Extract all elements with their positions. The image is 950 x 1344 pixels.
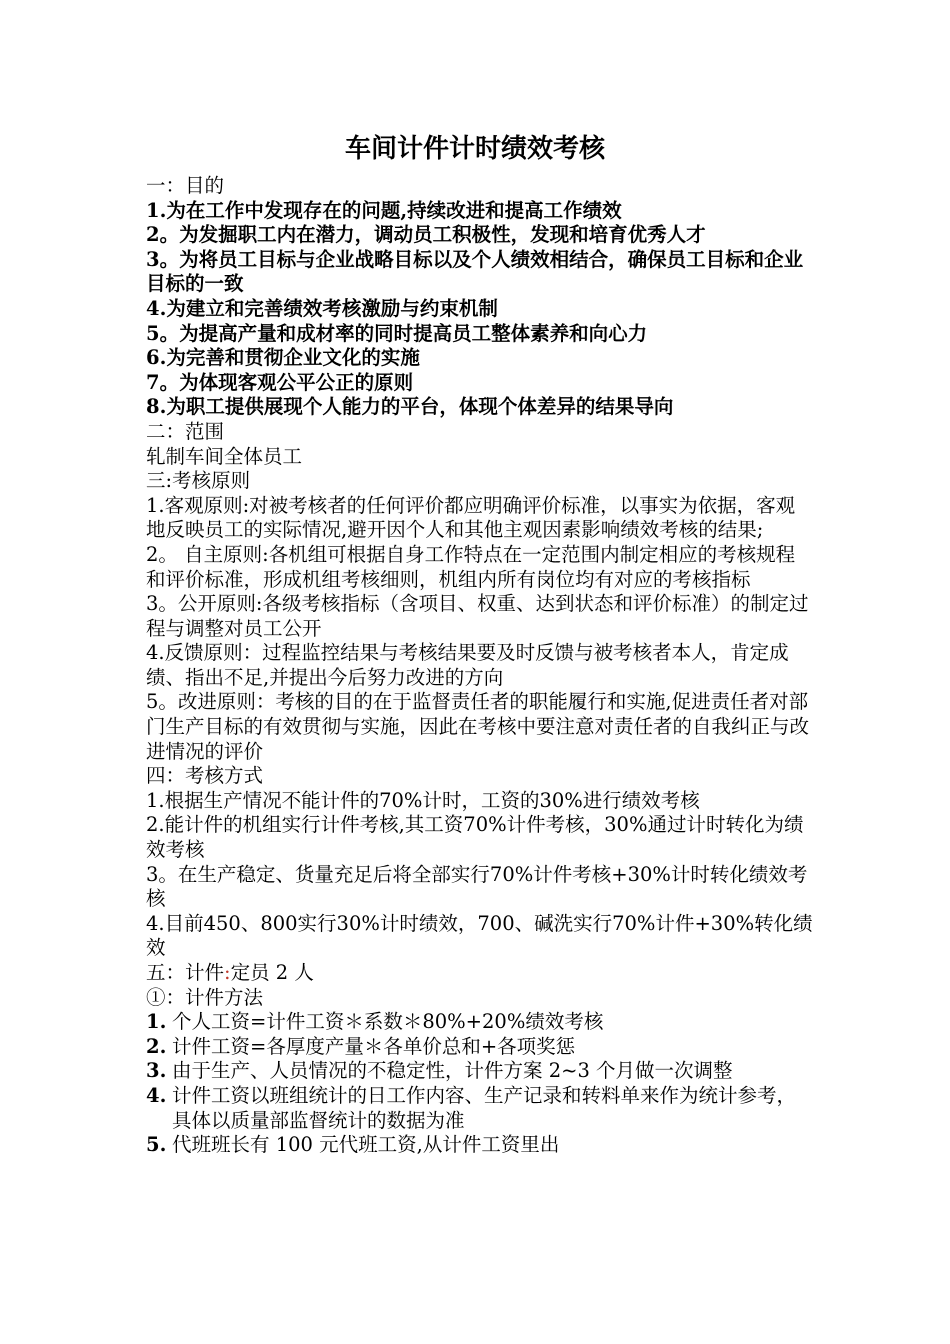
document-body <box>146 174 814 1158</box>
method-item: 2.能计件的机组实行计件考核,其工资70%计件考核，30%通过计时转化为绩效考核 <box>146 813 804 862</box>
section-heading-piecework <box>146 961 814 986</box>
list-item-number: 5. <box>146 1133 167 1157</box>
list-item-text: 由于生产、人员情况的不稳定性，计件方案 2~3 个月做一次调整 <box>172 1059 733 1083</box>
purpose-item: 2。为发掘职工内在潜力，调动员工积极性，发现和培育优秀人才 <box>146 223 706 247</box>
list-item-number: 1. <box>146 1010 167 1034</box>
purpose-item: 1.为在工作中发现存在的问题,持续改进和提高工作绩效 <box>146 198 622 222</box>
document-title: 车间计件计时绩效考核 <box>344 134 605 164</box>
list-item-number: 3. <box>146 1059 167 1083</box>
list-item-text: 代班班长有 100 元代班工资,从计件工资里出 <box>172 1133 560 1157</box>
list-item <box>146 1010 814 1035</box>
list-item <box>146 1084 814 1133</box>
piecework-method-list <box>146 1010 814 1158</box>
purpose-item: 3。为将员工目标与企业战略目标以及个人绩效相结合，确保员工目标和企业目标的一致 <box>146 247 804 296</box>
purpose-item: 7。为体现客观公平公正的原则 <box>146 370 414 394</box>
section-heading-principles: 三:考核原则 <box>146 469 251 493</box>
purpose-item: 8.为职工提供展现个人能力的平台，体现个体差异的结果导向 <box>146 395 674 419</box>
list-item-text: 计件工资=各厚度产量＊各单价总和+各项奖惩 <box>172 1034 576 1058</box>
principle-item: 3。公开原则:各级考核指标（含项目、权重、达到状态和评价标准）的制定过程与调整对员工公开 <box>146 592 809 640</box>
purpose-item: 5。为提高产量和成材率的同时提高员工整体素养和向心力 <box>146 321 648 345</box>
piecework-heading-b: 定员 2 人 <box>230 961 314 984</box>
principle-item: 1.客观原则:对被考核者的任何评价都应明确评价标准，以事实为依据，客观地反映员工的实际情况,避开因个人和其他主观因素影响绩效考核的结果; <box>146 493 796 542</box>
scope-text: 轧制车间全体员工 <box>146 444 303 468</box>
list-item <box>146 1035 814 1060</box>
list-item <box>146 1133 814 1158</box>
list-item <box>146 1059 814 1084</box>
principle-item: 5。改进原则：考核的目的在于监督责任者的职能履行和实施,促进责任者对部门生产目标的有效贯彻与实施，因此在考核中要注意对责任者的自我纠正与改进情况的评价 <box>146 690 810 763</box>
piecework-subheading: ①：计件方法 <box>146 985 264 1009</box>
purpose-item: 6.为完善和贯彻企业文化的实施 <box>146 346 420 370</box>
section-heading-purpose: 一：目的 <box>146 174 225 197</box>
list-item-number: 2. <box>146 1034 167 1058</box>
list-item-text: 个人工资=计件工资＊系数＊80%+20%绩效考核 <box>172 1010 604 1034</box>
section-heading-scope: 二：范围 <box>146 419 225 443</box>
section-heading-method: 四：考核方式 <box>146 764 264 788</box>
method-item: 3。在生产稳定、货量充足后将全部实行70%计件考核+30%计时转化绩效考核 <box>146 862 808 911</box>
principle-item: 4.反馈原则：过程监控结果与考核结果要及时反馈与被考核者本人，肯定成绩、指出不足,并提出今后努力改进的方向 <box>146 641 789 689</box>
method-item: 1.根据生产情况不能计件的70%计时，工资的30%进行绩效考核 <box>146 788 700 812</box>
method-item: 4.目前450、800实行30%计时绩效，700、碱洗实行70%计件+30%转化绩效 <box>146 911 813 960</box>
purpose-item: 4.为建立和完善绩效考核激励与约束机制 <box>146 296 498 320</box>
principle-item: 2。 自主原则:各机组可根据自身工作特点在一定范围内制定相应的考核规程和评价标准，形成机组考核细则，机组内所有岗位均有对应的考核指标 <box>146 542 796 591</box>
list-item-text: 计件工资以班组统计的日工作内容、生产记录和转料单来作为统计参考，具体以质量部监督统计的数据为准 <box>172 1083 797 1132</box>
piecework-heading-colon: : <box>224 961 231 984</box>
list-item-number: 4. <box>146 1083 167 1107</box>
piecework-heading-a: 五：计件 <box>146 961 225 984</box>
